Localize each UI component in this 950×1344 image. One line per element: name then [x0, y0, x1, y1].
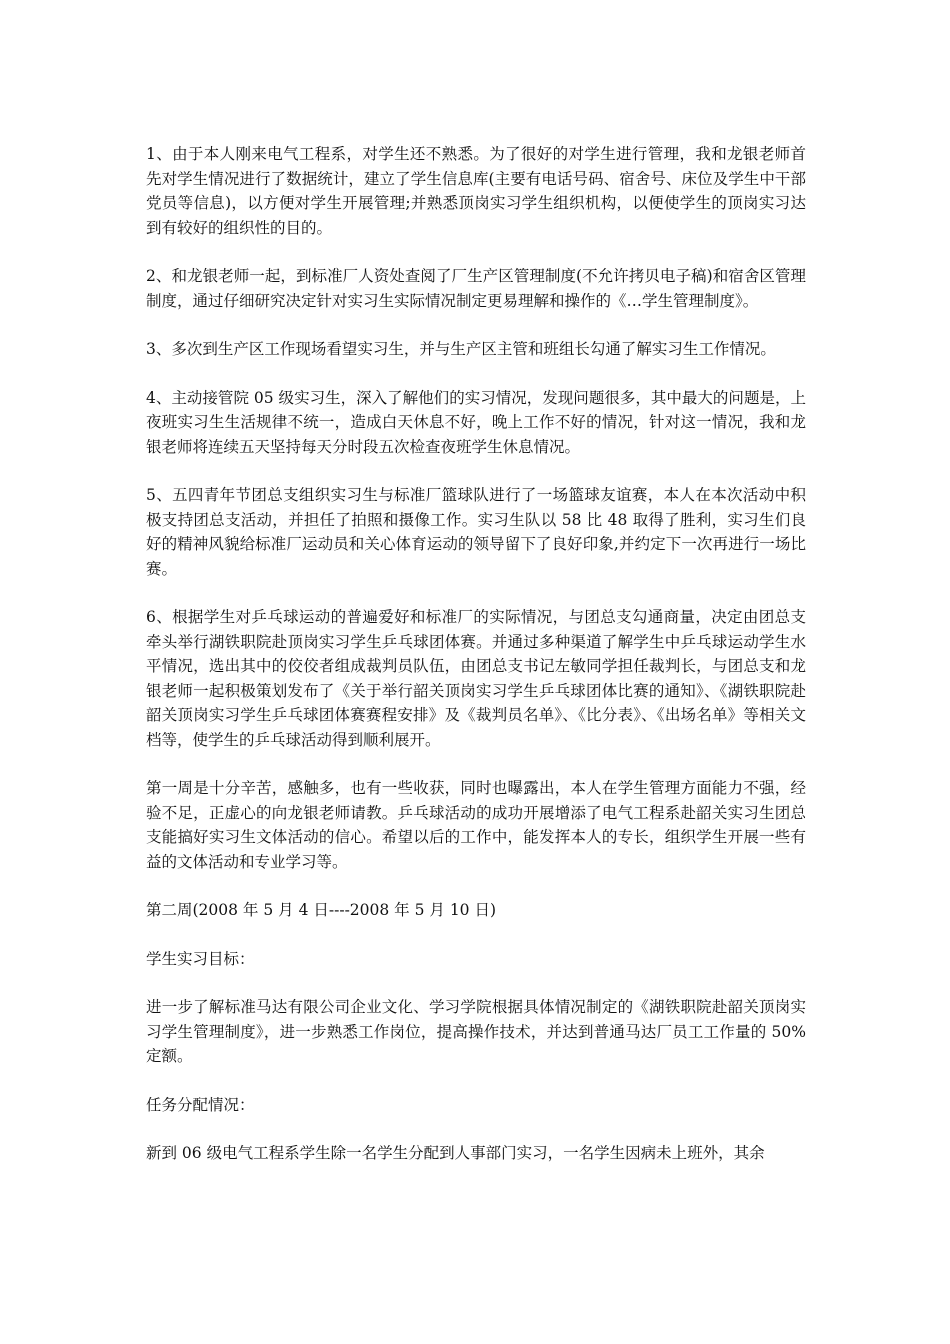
paragraph-item-4: 4、主动接管院 05 级实习生，深入了解他们的实习情况，发现问题很多，其中最大的问题是，上夜班实习生生活规律不统一，造成白天休息不好，晚上工作不好的情况，针对这一情况，我和龙银老师将连续五天坚持每天分时段五次检查夜班学生休息情况。: [146, 388, 806, 456]
week-one-summary: 第一周是十分辛苦，感触多，也有一些收获，同时也曝露出，本人在学生管理方面能力不强，经验不足，正虚心的向龙银老师请教。乒乓球活动的成功开展增添了电气工程系赴韶关实习生团总支能搞好实习生文体活动的信心。希望以后的工作中，能发挥本人的专长，组织学生开展一些有益的文体活动和专业学习等。: [146, 779, 806, 871]
goal-text: 进一步了解标准马达有限公司企业文化、学习学院根据具体情况制定的《湖铁职院赴韶关顶岗实习学生管理制度》，进一步熟悉工作岗位，提高操作技术，并达到普通马达厂员工工作量的 50%定额。: [146, 998, 806, 1065]
paragraph-item-6: 6、根据学生对乒乓球运动的普遍爱好和标准厂的实际情况，与团总支勾通商量，决定由团总支牵头举行湖铁职院赴顶岗实习学生乒乓球团体赛。并通过多种渠道了解学生中乒乓球运动学生水平情况，选出其中的佼佼者组成裁判员队伍，由团总支书记左敏同学担任裁判长，与团总支和龙银老师一起积极策划发布了《关于举行韶关顶岗实习学生乒乓球团体比赛的通知》、《湖铁职院赴韶关顶岗实习学生乒乓球团体赛赛程安排》及《裁判员名单》、《比分表》、《出场名单》等相关文档等，使学生的乒乓球活动得到顺利展开。: [146, 608, 806, 749]
paragraph-item-1: 1、由于本人刚来电气工程系，对学生还不熟悉。为了很好的对学生进行管理，我和龙银老师首先对学生情况进行了数据统计，建立了学生信息库(主要有电话号码、宿舍号、床位及学生中干部党员等信息)，以方便对学生开展管理;并熟悉顶岗实习学生组织机构，以便使学生的顶岗实习达到有较好的组织性的目的。: [146, 145, 806, 237]
paragraph-item-2: 2、和龙银老师一起，到标准厂人资处查阅了厂生产区管理制度(不允许拷贝电子稿)和宿舍区管理制度，通过仔细研究决定针对实习生实际情况制定更易理解和操作的《…学生管理制度》。: [146, 267, 806, 310]
goal-heading: 学生实习目标：: [146, 949, 255, 968]
paragraph-item-3: 3、多次到生产区工作现场看望实习生，并与生产区主管和班组长勾通了解实习生工作情况。: [146, 340, 776, 358]
document-page: [146, 142, 806, 1190]
task-text: 新到 06 级电气工程系学生除一名学生分配到人事部门实习，一名学生因病未上班外，其余: [146, 1144, 765, 1162]
task-heading: 任务分配情况：: [146, 1095, 255, 1114]
paragraph-item-5: 5、五四青年节团总支组织实习生与标准厂篮球队进行了一场篮球友谊赛，本人在本次活动中积极支持团总支活动，并担任了拍照和摄像工作。实习生队以 58 比 48 取得了胜利，实习生们良好的精神风貌给标准厂运动员和关心体育运动的领导留下了良好印象,并约定下一次再进行一场比赛。: [146, 486, 806, 578]
week-two-heading: 第二周(2008 年 5 月 4 日----2008 年 5 月 10 日): [146, 901, 497, 919]
